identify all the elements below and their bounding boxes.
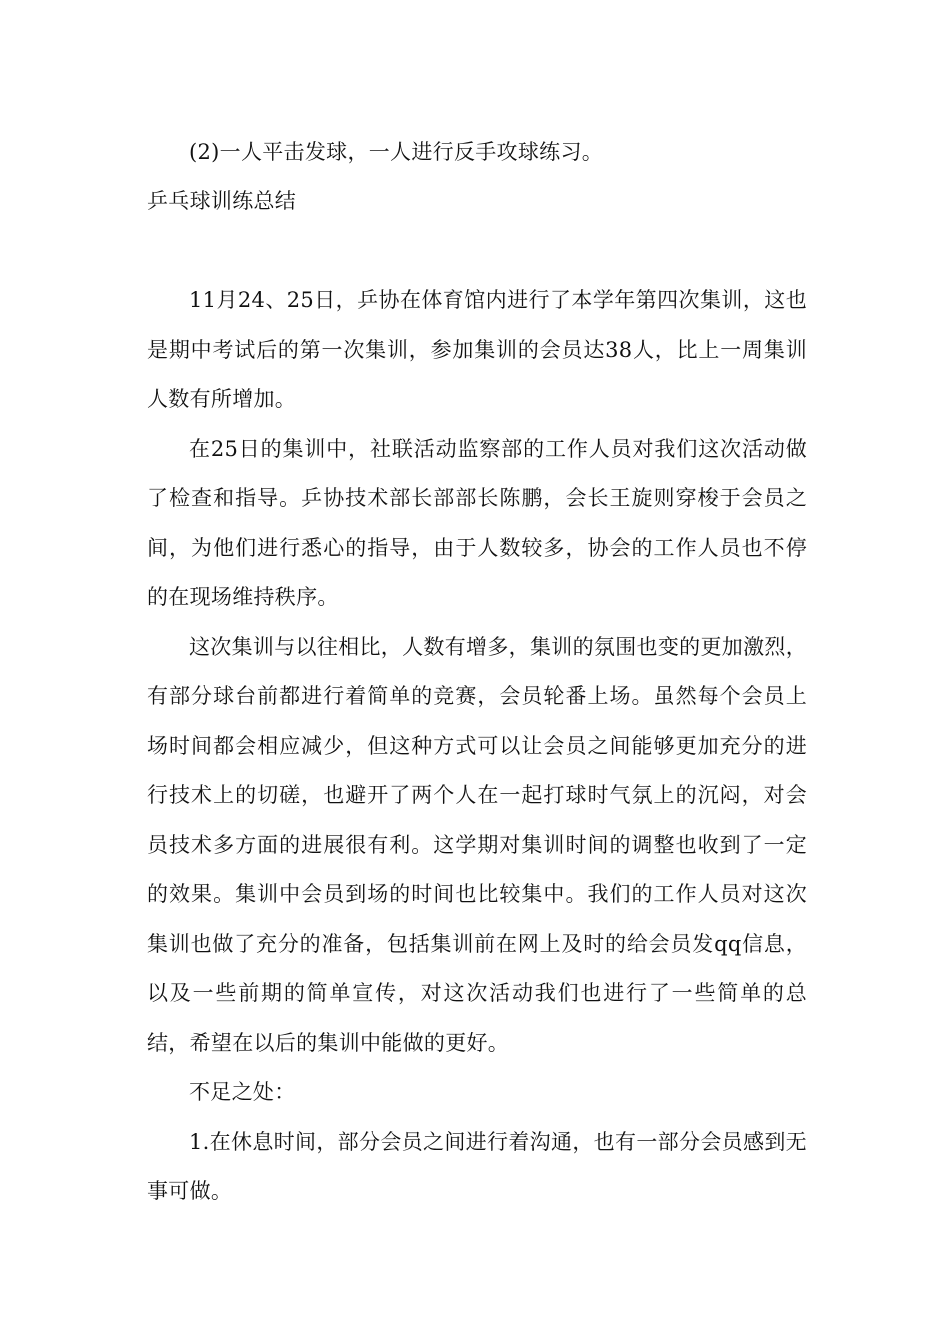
practice-item-line: (2)一人平击发球，一人进行反手攻球练习。 bbox=[189, 140, 604, 164]
paragraph-training-dates: 11月24、25日，乒协在体育馆内进行了本学年第四次集训，这也是期中考试后的第一次集训，参加集训的会员达38人，比上一周集训人数有所增加。 bbox=[147, 288, 807, 411]
document-body bbox=[147, 128, 807, 1217]
document-title: 乒乓球训练总结 bbox=[147, 189, 297, 213]
paragraph-inspection: 在25日的集训中，社联活动监察部的工作人员对我们这次活动做了检查和指导。乒协技术部长部部长陈鹏，会长王旋则穿梭于会员之间，为他们进行悉心的指导，由于人数较多，协会的工作人员也不停的在现场维持秩序。 bbox=[147, 436, 807, 609]
paragraph-shortcoming-1: 1.在休息时间，部分会员之间进行着沟通，也有一部分会员感到无事可做。 bbox=[147, 1129, 807, 1203]
paragraph-comparison: 这次集训与以往相比，人数有增多，集训的氛围也变的更加激烈，有部分球台前都进行着简单的竞赛，会员轮番上场。虽然每个会员上场时间都会相应减少，但这种方式可以让会员之间能够更加充分的进行技术上的切磋，也避开了两个人在一起打球时气氛上的沉闷，对会员技术多方面的进展很有利。这学期对集训时间的调整也收到了一定的效果。集训中会员到场的时间也比较集中。我们的工作人员对这次集训也做了充分的准备，包括集训前在网上及时的给会员发qq信息，以及一些前期的简单宣传，对这次活动我们也进行了一些简单的总结，希望在以后的集训中能做的更好。 bbox=[147, 634, 807, 1055]
blank-space bbox=[147, 226, 807, 276]
paragraph-shortcomings-heading: 不足之处： bbox=[189, 1080, 296, 1104]
